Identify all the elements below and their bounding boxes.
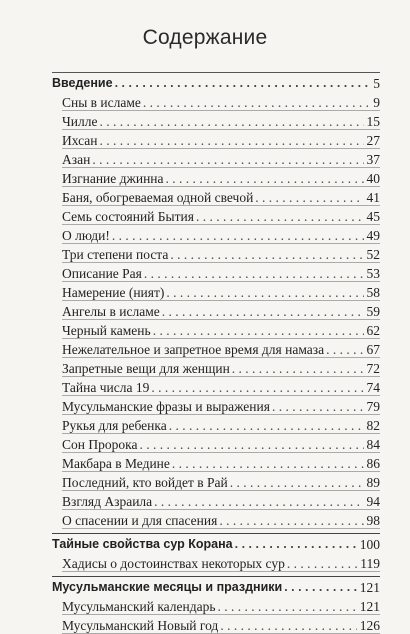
toc-entry [52, 615, 380, 634]
dot-leader [169, 417, 364, 434]
toc-entry [52, 596, 380, 615]
toc-entry-title: Запретные вещи для женщин [62, 361, 230, 376]
toc-entry-page: 72 [366, 361, 380, 376]
toc-entry-title: Сны в исламе [62, 95, 141, 110]
dot-leader [92, 151, 363, 168]
toc-entry-title: Три степени поста [62, 247, 169, 262]
toc-entry-page: 27 [366, 133, 380, 148]
toc-entry [52, 320, 380, 339]
toc-entry-page: 5 [373, 76, 380, 91]
toc-entry-page: 98 [366, 513, 380, 528]
toc-entry-title: Ангелы в исламе [62, 304, 160, 319]
toc-entry-page: 9 [373, 95, 380, 110]
toc-entry-page: 100 [359, 537, 380, 552]
dot-leader [112, 227, 364, 244]
dot-leader [326, 341, 363, 358]
toc-entry-title: О люди! [62, 228, 110, 243]
toc-entry [52, 92, 380, 111]
toc-entry-title: Азан [62, 152, 91, 167]
toc-entry-page: 121 [359, 599, 380, 614]
dot-leader [166, 284, 363, 301]
dot-leader [287, 555, 357, 572]
toc-entry-title: Последний, кто войдет в Рай [62, 475, 228, 490]
toc-entry-title: Сон Пророка [62, 437, 138, 452]
toc-entry-page: 79 [366, 399, 380, 414]
toc-entry [52, 244, 380, 263]
toc-entry-page: 62 [366, 323, 380, 338]
toc-entry [52, 415, 380, 434]
toc-section [52, 533, 380, 553]
toc-entry-title: Мусульманские фразы и выражения [62, 399, 270, 414]
toc-entry-title: О спасении и для спасения [62, 513, 218, 528]
toc-entry [52, 263, 380, 282]
toc-entry-title: Рукья для ребенка [62, 418, 167, 433]
toc-entry [52, 453, 380, 472]
dot-leader [232, 360, 364, 377]
toc-entry [52, 491, 380, 510]
toc-entry-title: Хадисы о достоинствах некоторых сур [62, 556, 285, 571]
toc-entry-page: 53 [366, 266, 380, 281]
toc-entry-title: Семь состояний Бытия [62, 209, 194, 224]
toc-entry-page: 67 [366, 342, 380, 357]
dot-leader [218, 598, 357, 615]
toc-entry-title: Изгнание джинна [62, 171, 164, 186]
toc-entry-title: Тайные свойства сур Корана [52, 537, 233, 551]
dot-leader [115, 75, 371, 92]
toc-entry-title: Намерение (ният) [62, 285, 165, 300]
toc-entry-page: 86 [366, 456, 380, 471]
toc-entry [52, 206, 380, 225]
toc-entry-title: Описание Рая [62, 266, 142, 281]
toc-entry-page: 59 [366, 304, 380, 319]
toc-entry [52, 301, 380, 320]
toc-entry-page: 89 [366, 475, 380, 490]
toc-entry-title: Макбара в Медине [62, 456, 170, 471]
toc-section [52, 72, 380, 92]
toc-entry-title: Взгляд Азраила [62, 494, 153, 509]
toc-entry [52, 358, 380, 377]
dot-leader [166, 170, 364, 187]
dot-leader [99, 132, 363, 149]
toc-entry [52, 282, 380, 301]
toc-entry-title: Мусульманские месяцы и праздники [52, 580, 283, 594]
toc-entry-page: 37 [366, 152, 380, 167]
toc-entry [52, 472, 380, 491]
toc-entry-page: 121 [359, 580, 380, 595]
dot-leader [99, 113, 363, 130]
toc-entry-title: Тайна числа 19 [62, 380, 150, 395]
dot-leader [151, 379, 363, 396]
dot-leader [143, 94, 370, 111]
toc-entry-page: 58 [366, 285, 380, 300]
toc-entry [52, 111, 380, 130]
toc-entry-page: 74 [366, 380, 380, 395]
toc-entry [52, 187, 380, 206]
toc-section [52, 576, 380, 596]
toc-entry [52, 149, 380, 168]
dot-leader [144, 265, 364, 282]
toc-entry-title: Ихсан [62, 133, 98, 148]
dot-leader [139, 436, 363, 453]
dot-leader [230, 474, 364, 491]
toc-entry [52, 434, 380, 453]
dot-leader [235, 536, 357, 553]
dot-leader [162, 303, 364, 320]
toc-entry-page: 82 [366, 418, 380, 433]
toc-entry-title: Чилле [62, 114, 98, 129]
toc-entry [52, 553, 380, 572]
dot-leader [272, 398, 364, 415]
toc-entry [52, 168, 380, 187]
toc-entry [52, 130, 380, 149]
toc-entry-page: 94 [366, 494, 380, 509]
toc-entry [52, 339, 380, 358]
table-of-contents [52, 72, 380, 634]
toc-entry-page: 15 [366, 114, 380, 129]
toc-entry-page: 119 [360, 556, 380, 571]
dot-leader [154, 493, 363, 510]
toc-entry [52, 377, 380, 396]
dot-leader [170, 246, 363, 263]
toc-entry-page: 40 [366, 171, 380, 186]
toc-entry-page: 52 [366, 247, 380, 262]
dot-leader [153, 322, 364, 339]
toc-entry-page: 41 [366, 190, 380, 205]
dot-leader [196, 208, 364, 225]
toc-entry-title: Мусульманский Новый год [62, 618, 219, 633]
dot-leader [219, 512, 363, 529]
toc-entry-page: 84 [366, 437, 380, 452]
toc-entry [52, 396, 380, 415]
toc-entry-page: 49 [366, 228, 380, 243]
dot-leader [220, 617, 356, 634]
toc-entry-title: Мусульманский календарь [62, 599, 216, 614]
dot-leader [172, 455, 364, 472]
dot-leader [255, 189, 363, 206]
toc-entry-page: 126 [359, 618, 380, 633]
toc-entry-title: Баня, обогреваемая одной свечой [62, 190, 254, 205]
toc-entry [52, 510, 380, 529]
toc-entry-title: Нежелательное и запретное время для намаза [62, 342, 325, 357]
toc-entry-title: Черный камень [62, 323, 151, 338]
page-title: Содержание [142, 26, 268, 49]
toc-entry [52, 225, 380, 244]
toc-entry-title: Введение [52, 76, 113, 90]
toc-entry-page: 45 [366, 209, 380, 224]
